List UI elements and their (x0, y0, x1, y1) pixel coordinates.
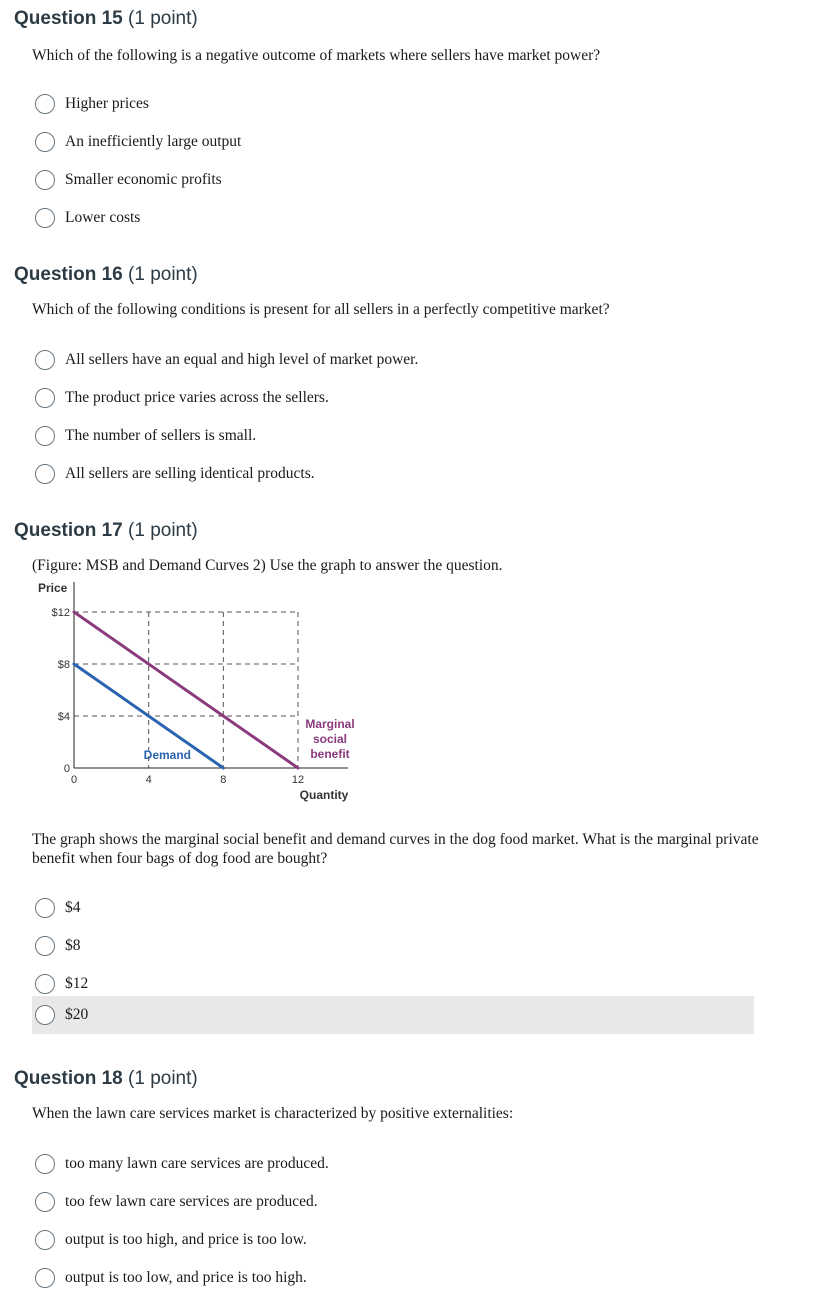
radio-button[interactable] (35, 132, 55, 152)
msb-label-line: Marginal (305, 717, 355, 731)
option-label: output is too high, and price is too low. (65, 1231, 307, 1248)
x-tick-label: 8 (220, 774, 227, 786)
msb-curve (74, 612, 298, 768)
option-label: Smaller economic profits (65, 171, 222, 188)
radio-button[interactable] (35, 898, 55, 918)
option-label: All sellers have an equal and high level of market power. (65, 351, 419, 368)
msb-demand-chart (32, 578, 372, 810)
question-17-title: Question 17 (1 point) (14, 520, 198, 541)
radio-button[interactable] (35, 936, 55, 956)
question-16-prompt: Which of the following conditions is present for all sellers in a perfectly competitive market? (32, 301, 610, 318)
q18-option-3[interactable] (32, 1221, 754, 1259)
q15-option-1[interactable] (32, 85, 754, 123)
x-tick-label: 12 (291, 774, 305, 786)
question-18-title: Question 18 (1 point) (14, 1068, 198, 1089)
question-15-prompt: Which of the following is a negative outcome of markets where sellers have market power? (32, 47, 601, 64)
q15-option-3[interactable] (32, 161, 754, 199)
question-15-title: Question 15 (1 point) (14, 8, 198, 29)
option-label: Lower costs (65, 209, 141, 226)
radio-button[interactable] (35, 1268, 55, 1288)
radio-button[interactable] (35, 208, 55, 228)
radio-button[interactable] (35, 1154, 55, 1174)
x-tick-label: 4 (145, 774, 152, 786)
radio-button[interactable] (35, 170, 55, 190)
y-tick-label: $8 (57, 659, 70, 671)
demand-label: Demand (143, 748, 192, 762)
chart-labels (38, 581, 355, 802)
q16-option-2[interactable] (32, 379, 754, 417)
question-17-prompt: (Figure: MSB and Demand Curves 2) Use the graph to answer the question. (32, 557, 503, 574)
option-label: output is too low, and price is too high. (65, 1269, 307, 1286)
radio-button[interactable] (35, 1192, 55, 1212)
option-label: $12 (65, 975, 89, 992)
option-label: An inefficiently large output (65, 133, 242, 150)
radio-button[interactable] (35, 350, 55, 370)
question-18-prompt: When the lawn care services market is characterized by positive externalities: (32, 1105, 514, 1122)
option-label: $8 (65, 937, 81, 954)
option-label: The product price varies across the sellers. (65, 389, 329, 406)
radio-button[interactable] (35, 1230, 55, 1250)
q17-option-1[interactable] (32, 889, 754, 927)
y-tick-label: 0 (63, 763, 70, 775)
y-tick-label: $12 (51, 607, 70, 619)
radio-button[interactable] (35, 426, 55, 446)
option-label: All sellers are selling identical products. (65, 465, 315, 482)
q16-option-4[interactable] (32, 455, 754, 493)
x-axis-title: Quantity (299, 788, 349, 802)
q16-option-3[interactable] (32, 417, 754, 455)
option-label: The number of sellers is small. (65, 427, 257, 444)
q16-option-1[interactable] (32, 341, 754, 379)
q18-option-4[interactable] (32, 1259, 754, 1297)
question-17-description: The graph shows the marginal social benefit and demand curves in the dog food market. What is the marginal private benefit when four bags of dog food are bought? (32, 831, 759, 867)
radio-button[interactable] (35, 464, 55, 484)
chart-series (74, 612, 298, 768)
radio-button[interactable] (35, 1005, 55, 1025)
option-label: too many lawn care services are produced. (65, 1155, 329, 1172)
q15-option-4[interactable] (32, 199, 754, 237)
q17-option-4[interactable] (32, 996, 754, 1034)
x-tick-label: 0 (70, 774, 78, 786)
q18-option-2[interactable] (32, 1183, 754, 1221)
option-label: $4 (65, 899, 81, 916)
q18-option-1[interactable] (32, 1145, 754, 1183)
msb-label-line: benefit (310, 747, 350, 761)
option-label: $20 (65, 1006, 89, 1023)
y-tick-label: $4 (57, 711, 70, 723)
q17-option-2[interactable] (32, 927, 754, 965)
radio-button[interactable] (35, 388, 55, 408)
option-label: Higher prices (65, 95, 149, 112)
radio-button[interactable] (35, 974, 55, 994)
q15-option-2[interactable] (32, 123, 754, 161)
radio-button[interactable] (35, 94, 55, 114)
question-16-title: Question 16 (1 point) (14, 264, 198, 285)
msb-label-line: social (312, 732, 348, 746)
option-label: too few lawn care services are produced. (65, 1193, 318, 1210)
chart-axes (74, 582, 348, 768)
y-axis-title: Price (38, 581, 68, 595)
